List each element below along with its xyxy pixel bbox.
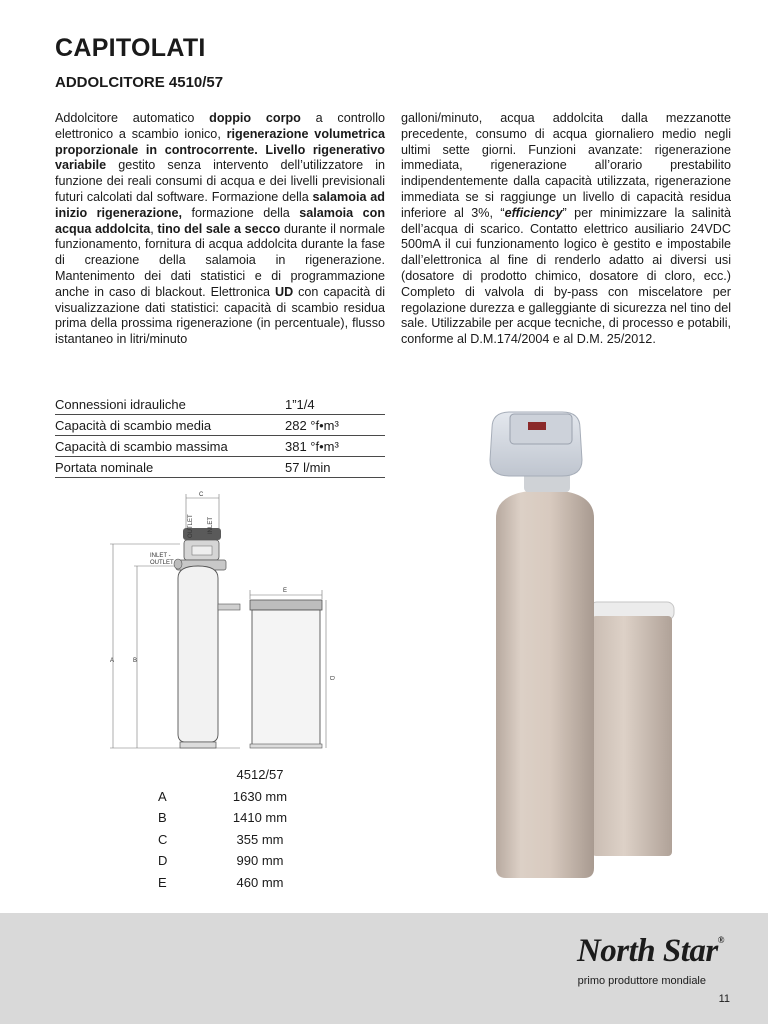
description-column-1 [55, 111, 385, 348]
emphasis-text: rigenerazione volumetrica proporzionale in controcorrente. [55, 126, 386, 157]
table-row [140, 850, 300, 872]
dim-value: 355 mm [236, 831, 284, 847]
emphasis-text: tino del sale a secco [157, 221, 281, 236]
table-row [140, 786, 300, 808]
body-text: galloni/minuto, acqua addolcita dalla mezzanotte precedente, consumo di acqua giornaliero medio negli ultimi sette giorni. Funzioni avanzate: rigenerazione immediata, rigenerazione all’orario prestabilito indipendentemente dalla capacità utilizzata, rigenerazione immediata se si raggiunge un livello di capacità residua inferiore al 3%, “ [401, 111, 731, 220]
product-photo [470, 398, 710, 883]
page-number: 11 [718, 993, 730, 1005]
dim-value: 1410 mm [232, 810, 288, 826]
spec-value: 282 °f•m³ [285, 415, 385, 436]
emphasis-text: doppio corpo [209, 111, 301, 125]
body-text: ” per minimizzare la salinità dell’acqua di scarico. Contatto elettrico ausiliario 24VDC 500mA il cui funzionamento logico è gestito e impostabile dall’elettronica al fine di renderlo adatto ai diversi usi (dosatore di prodotto chimico, dosatore di cloro, ecc.) Completo di valvola di by-pass con miscelatore per regolazione durezza e galleggiante di sicurezza nel tino del sale. Utilizzabile per acque tecniche, di processo e potabili, conforme al D.M.174/2004 e al D.M. 25/2012. [401, 205, 731, 347]
table-row [55, 415, 385, 436]
body-text: a controllo elettronico a scambio ionico, [55, 111, 385, 141]
inlet-label: INLET [208, 516, 214, 534]
spec-label: Connessioni idrauliche [55, 394, 285, 415]
spec-label: Portata nominale [55, 457, 285, 478]
inlet-outlet-label: INLET - [150, 553, 171, 559]
dimension-diagram [100, 486, 345, 758]
body-text: , [150, 221, 158, 236]
table-row [140, 764, 300, 786]
dim-label-d: D [328, 676, 334, 681]
spec-value: 1”1/4 [285, 394, 385, 415]
dim-label-c: C [199, 492, 204, 498]
body-text: Addolcitore automatico [55, 111, 210, 125]
description-column-2 [401, 111, 731, 348]
body-text: formazione della [182, 205, 300, 220]
table-row [55, 457, 385, 478]
dim-key: D [158, 853, 168, 869]
emphasis-text: salamoia con acqua addolcita [55, 205, 386, 236]
spec-value: 381 °f•m³ [285, 436, 385, 457]
table-row [140, 872, 300, 894]
product-subtitle: ADDOLCITORE 4510/57 [55, 74, 224, 91]
table-row [55, 436, 385, 457]
emphasis-text: salamoia ad inizio rigenerazione, [55, 189, 385, 220]
dim-value: 460 mm [236, 874, 284, 890]
spec-label: Capacità di scambio media [55, 415, 285, 436]
emphasis-text: efficiency [504, 205, 563, 220]
table-row [55, 394, 385, 415]
body-text: durante il normale funzionamento, fornitura di acqua addolcita durante la fase di creazione della salamoia in rigenerazione. Mantenimento dei dati statistici e di programmazione anche in caso di blackout. Elettronica [55, 221, 385, 299]
model-name: 4512/57 [236, 767, 284, 783]
brand-tagline: primo produttore mondiale [577, 975, 706, 987]
dim-label-a: A [110, 658, 115, 664]
dim-label-e: E [283, 588, 288, 594]
dim-label-b: B [133, 658, 138, 664]
footer [0, 913, 768, 1024]
dim-key: A [158, 788, 167, 804]
spec-value: 57 l/min [285, 457, 385, 478]
specs-table [55, 394, 385, 478]
body-text: con capacità di visualizzazione dati statistici: capacità di scambio residua prima della prossima rigenerazione (in percentuale), flusso istantaneo in litri/minuto [55, 284, 386, 347]
outlet-label: OUTLET [188, 514, 194, 538]
table-row [140, 807, 300, 829]
brand-logo: North Star® [576, 933, 724, 969]
dim-key: E [158, 874, 167, 890]
dim-key: C [158, 831, 168, 847]
emphasis-text: UD [275, 284, 294, 299]
body-text: gestito senza intervento dell’utilizzatore in funzione dei reali consumi di acqua e dei livelli previsionali futuri calcolati dal software. Formazione della [55, 158, 385, 204]
dimensions-table [140, 764, 300, 893]
spec-label: Capacità di scambio massima [55, 436, 285, 457]
dim-key: B [158, 810, 167, 826]
inlet-outlet-label: OUTLET [150, 560, 174, 566]
dim-value: 1630 mm [232, 788, 288, 804]
dim-value: 990 mm [236, 853, 284, 869]
page-title: CAPITOLATI [55, 34, 206, 62]
table-row [140, 829, 300, 851]
emphasis-text: Livello rigenerativo variabile [55, 142, 385, 173]
